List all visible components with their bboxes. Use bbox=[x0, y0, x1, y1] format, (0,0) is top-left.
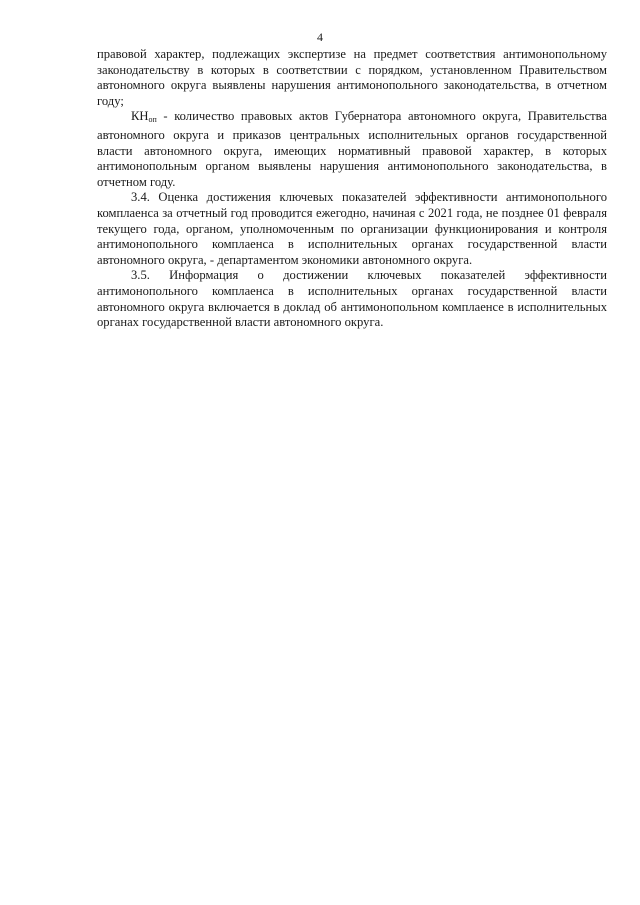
paragraph-kn-op-definition bbox=[97, 109, 607, 190]
paragraph-3-4: 3.4. Оценка достижения ключевых показателей эффективности антимонопольного комплаенса за отчетный год проводится ежегодно, начиная с 2021 года, не позднее 01 февраля текущего года, органом, уполномоченным по организации функционирования и контроля антимонопольного комплаенса в исполнительных органах государственной власти автономного округа, - департаментом экономики автономного округа. bbox=[97, 190, 607, 267]
document-body bbox=[97, 47, 607, 331]
kn-symbol: КН bbox=[131, 109, 149, 124]
kn-symbol-subscript: оп bbox=[148, 115, 157, 125]
paragraph-3-5: 3.5. Информация о достижении ключевых показателей эффективности антимонопольного комплаенса в исполнительных органах государственной власти автономного округа включается в доклад об антимонопольном комплаенсе в исполнительных органах государственной власти автономного округа. bbox=[97, 268, 607, 330]
page-number: 4 bbox=[317, 30, 323, 44]
paragraph-legal-acts-continuation: правовой характер, подлежащих экспертизе на предмет соответствия антимонопольному законодательству в которых в соответствии с порядком, установленном Правительством автономного округа выявлены нарушения антимонопольного законодательства, в отчетном году; bbox=[97, 47, 607, 108]
kn-definition-text: - количество правовых актов Губернатора автономного округа, Правительства автономного округа и приказов центральных исполнительных органов государственной власти автономного округа, имеющих нормативный правовой характер, в которых антимонопольным органом выявлены нарушения антимонопольного законодательства, в отчетном году. bbox=[97, 109, 607, 189]
